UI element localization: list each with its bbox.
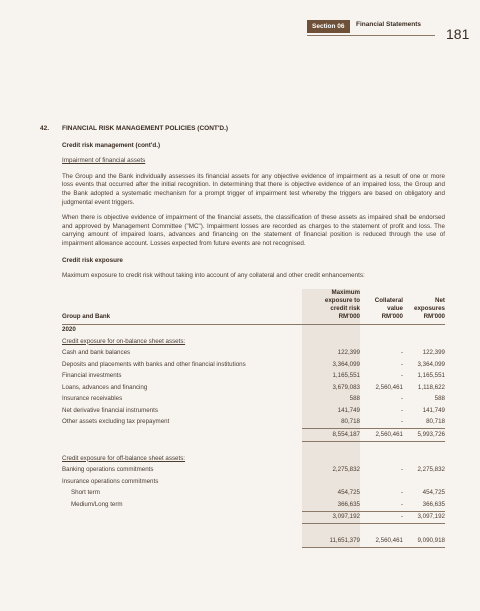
section-body bbox=[62, 142, 445, 549]
grand-total-row bbox=[62, 536, 445, 548]
table-row bbox=[62, 476, 445, 488]
max-exposure-cell: 454,725 bbox=[302, 488, 360, 500]
page-header bbox=[0, 14, 480, 42]
net-exposure-cell: 1,118,622 bbox=[417, 383, 445, 391]
row-label: Net derivative financial instruments bbox=[62, 406, 158, 414]
net-exposure-total: 5,993,726 bbox=[403, 429, 445, 442]
header-title: Financial Statements bbox=[356, 21, 422, 28]
section-number: 42. bbox=[40, 125, 50, 132]
year-label: 2020 bbox=[62, 326, 76, 334]
on-balance-title: Credit exposure for on-balance sheet assets: bbox=[62, 337, 186, 345]
net-exposure-cell: 1,165,551 bbox=[417, 372, 445, 380]
net-exposure-cell: 366,635 bbox=[422, 500, 445, 508]
off-balance-total-row bbox=[62, 511, 445, 524]
row-label: Loans, advances and financing bbox=[62, 383, 148, 391]
collateral-total: - bbox=[360, 511, 403, 524]
table-row bbox=[62, 499, 445, 511]
max-exposure-cell: 366,635 bbox=[302, 499, 360, 511]
table-row bbox=[62, 348, 445, 360]
table-row bbox=[62, 524, 445, 536]
table-row bbox=[62, 324, 445, 336]
header-net-exposures: Net exposures RM'000 bbox=[403, 289, 445, 325]
header-max-exposure: Maximum exposure to credit risk RM'000 bbox=[302, 289, 360, 325]
max-exposure-total: 3,097,192 bbox=[302, 511, 360, 524]
net-exposure-cell: 454,725 bbox=[422, 489, 445, 497]
row-label: Banking operations commitments bbox=[62, 466, 154, 474]
max-exposure-total: 8,554,187 bbox=[302, 429, 360, 442]
table-header-row bbox=[62, 289, 445, 325]
max-exposure-cell: 122,399 bbox=[302, 348, 360, 360]
paragraph-max-exposure: Maximum exposure to credit risk without taking into account of any collateral and other credit enhancements: bbox=[62, 272, 365, 280]
table-row bbox=[62, 453, 445, 465]
net-exposure-cell: 141,749 bbox=[422, 406, 445, 414]
max-exposure-cell: 3,364,099 bbox=[302, 359, 360, 371]
table-row bbox=[62, 488, 445, 500]
paragraph-impairment-evidence: When there is objective evidence of impairment of the financial assets, the classification of these assets as impaired shall be endorsed and approved by Management Committee ("MC"). Impairment losses are recorded as charges to the statement of profit and loss. The carrying amount of impaired loans, advances and financing on the statement of financial position is reduced through the use of impairment allowance account. Losses expected from future events are not recognised. bbox=[62, 214, 445, 247]
header-collateral-value: Collateral value RM'000 bbox=[360, 289, 403, 325]
row-label: Medium/Long term bbox=[71, 500, 123, 508]
net-exposure-cell: 122,399 bbox=[422, 349, 445, 357]
collateral-cell: - bbox=[400, 418, 403, 426]
collateral-cell: - bbox=[400, 406, 403, 414]
collateral-cell: - bbox=[400, 395, 403, 403]
main-content bbox=[40, 125, 445, 548]
table-row bbox=[62, 336, 445, 348]
table-row bbox=[62, 465, 445, 477]
collateral-cell: - bbox=[400, 349, 403, 357]
on-balance-total-row bbox=[62, 429, 445, 442]
section-title: FINANCIAL RISK MANAGEMENT POLICIES (CONT'D.) bbox=[62, 125, 229, 132]
credit-risk-management-heading: Credit risk management (cont'd.) bbox=[62, 141, 161, 149]
net-exposure-grand-total: 9,090,918 bbox=[403, 536, 445, 548]
net-exposure-cell: 588 bbox=[434, 395, 445, 403]
row-label: Deposits and placements with banks and other financial institutions bbox=[62, 360, 246, 368]
collateral-cell: - bbox=[400, 489, 403, 497]
net-exposure-cell: 80,718 bbox=[426, 418, 445, 426]
max-exposure-cell: 3,679,083 bbox=[302, 382, 360, 394]
net-exposure-total: 3,097,192 bbox=[403, 511, 445, 524]
table-row bbox=[62, 359, 445, 371]
collateral-cell: - bbox=[400, 466, 403, 474]
row-label: Cash and bank balances bbox=[62, 349, 131, 357]
table-row bbox=[62, 394, 445, 406]
section-tab: Section 06 bbox=[307, 20, 350, 33]
max-exposure-cell: 1,165,551 bbox=[302, 371, 360, 383]
collateral-cell: - bbox=[400, 360, 403, 368]
max-exposure-cell: 2,275,832 bbox=[302, 465, 360, 477]
section-heading bbox=[40, 125, 445, 134]
table-row bbox=[62, 371, 445, 383]
row-label: Insurance receivables bbox=[62, 395, 123, 403]
table-row bbox=[62, 382, 445, 394]
row-label: Short term bbox=[71, 489, 100, 497]
paragraph-impairment-assessment: The Group and the Bank individually assesses its financial assets for any objective evidence of impairment as a result of one or more loss events that occurred after the initial recognition. In determining that there is objective evidence of an impaired loss, the Group and the Bank adopted a systematic mechanism for a prompt trigger of impairment test whereby the triggers are based on obligatory and judgmental event triggers. bbox=[62, 172, 445, 206]
credit-risk-exposure-heading: Credit risk exposure bbox=[62, 256, 123, 264]
max-exposure-grand-total: 11,651,379 bbox=[302, 536, 360, 548]
row-label: Insurance operations commitments bbox=[62, 477, 159, 485]
max-exposure-cell: 141,749 bbox=[302, 405, 360, 417]
collateral-cell: - bbox=[400, 500, 403, 508]
table-row bbox=[62, 405, 445, 417]
row-label: Financial investments bbox=[62, 372, 122, 380]
collateral-total: 2,560,461 bbox=[360, 429, 403, 442]
header-group-and-bank: Group and Bank bbox=[62, 289, 302, 325]
table-row bbox=[62, 417, 445, 429]
max-exposure-cell: 80,718 bbox=[302, 417, 360, 429]
page-number: 181 bbox=[446, 26, 470, 42]
collateral-cell: 2,560,461 bbox=[375, 383, 403, 391]
header-rule bbox=[307, 35, 435, 36]
credit-exposure-table bbox=[62, 289, 445, 549]
max-exposure-cell: 588 bbox=[302, 394, 360, 406]
collateral-grand-total: 2,560,461 bbox=[360, 536, 403, 548]
net-exposure-cell: 2,275,832 bbox=[417, 466, 445, 474]
off-balance-title: Credit exposure for off-balance sheet assets: bbox=[62, 454, 186, 462]
row-label: Other assets excluding tax prepayment bbox=[62, 418, 170, 426]
table-row bbox=[62, 441, 445, 453]
impairment-heading: Impairment of financial assets bbox=[62, 157, 146, 165]
collateral-cell: - bbox=[400, 372, 403, 380]
net-exposure-cell: 3,364,099 bbox=[417, 360, 445, 368]
